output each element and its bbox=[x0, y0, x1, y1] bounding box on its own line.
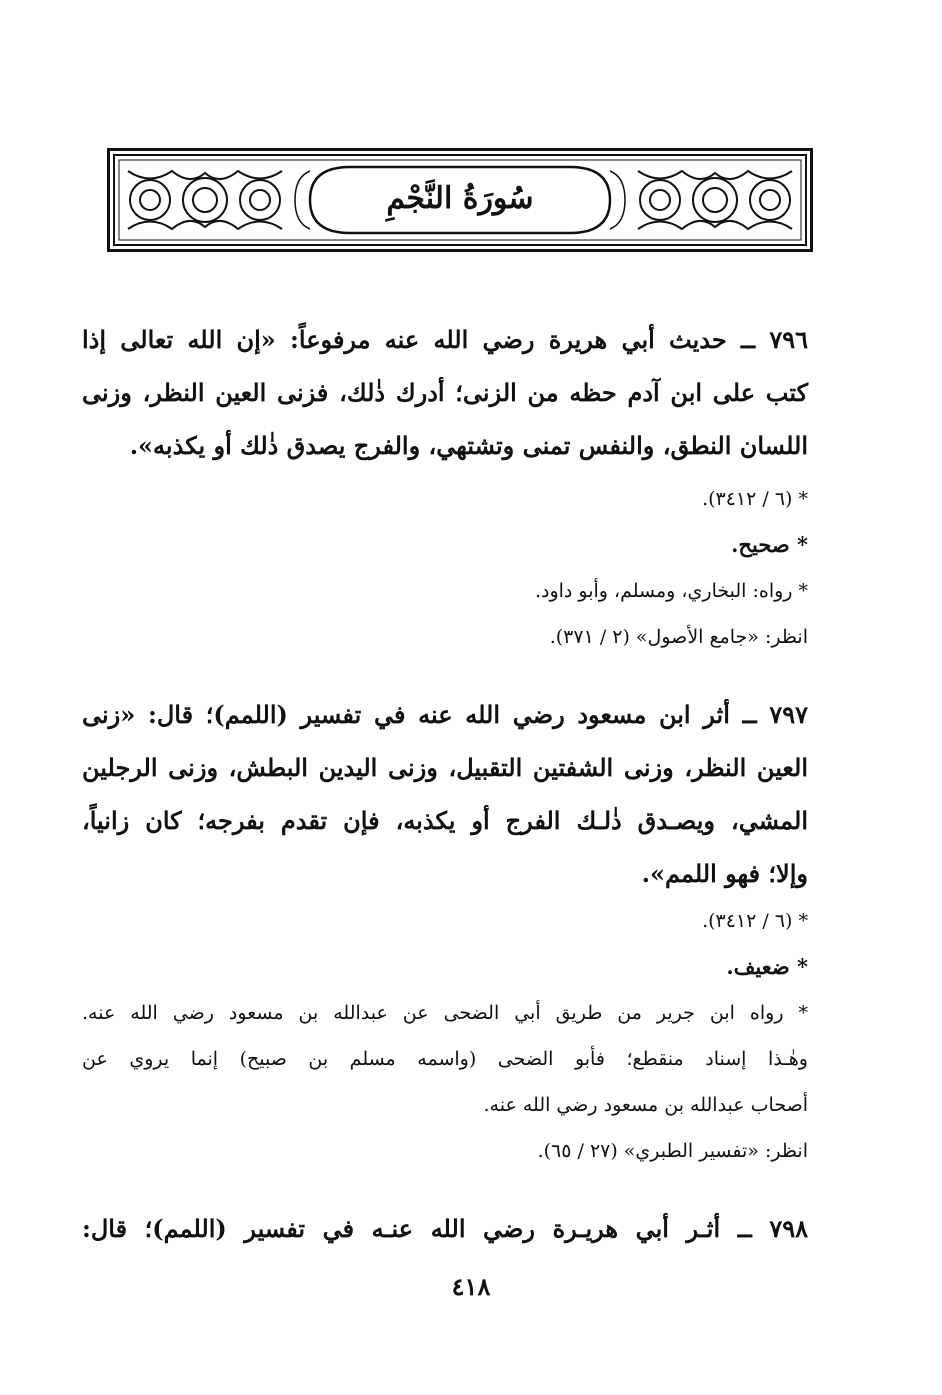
hadith-796-text bbox=[82, 313, 808, 472]
surah-title: سُورَةُ النَّجْمِ bbox=[386, 181, 534, 216]
narration-line: * رواه: البخاري، ومسلم، وأبو داود. bbox=[534, 580, 808, 602]
reference-line: * (٦ / ٣٤١٢). bbox=[702, 488, 808, 510]
grading-line: * ضعيف. bbox=[726, 954, 808, 979]
text-line: المشي، ويصـدق ذٰلـك الفرج أو يكذبه، فإن تقدم بفرجه؛ كان زانياً، bbox=[82, 806, 809, 835]
see-also-line: انظر: «تفسير الطبري» (٢٧ / ٦٥). bbox=[537, 1140, 808, 1162]
text-line: كتب على ابن آدم حظه من الزنى؛ أدرك ذٰلك، فزنى العين النظر، وزنى bbox=[82, 378, 808, 407]
commentary-line: أصحاب عبدالله بن مسعود رضي الله عنه. bbox=[483, 1094, 808, 1116]
surah-header-ornament bbox=[107, 148, 813, 252]
text-line: العين النظر، وزنى الشفتين التقبيل، وزنى اليدين البطش، وزنى الرجلين bbox=[82, 753, 808, 782]
text-line: وإلا؛ فهو اللمم». bbox=[641, 859, 808, 888]
reference-line: * (٦ / ٣٤١٢). bbox=[702, 910, 808, 932]
page-number: ٤١٨ bbox=[451, 1272, 491, 1301]
text-line: ٧٩٨ ــ أثـر أبي هريـرة رضي الله عنـه في تفسير (اللمم)؛ قال: bbox=[82, 1214, 809, 1243]
text-line: اللسان النطق، والنفس تمنى وتشتهي، والفرج يصدق ذٰلك أو يكذبه». bbox=[129, 431, 808, 460]
see-also-line: انظر: «جامع الأصول» (٢ / ٣٧١). bbox=[549, 626, 808, 648]
text-line: ٧٩٦ ــ حديث أبي هريرة رضي الله عنه مرفوعاً: «إن الله تعالى إذا bbox=[82, 325, 808, 354]
narration-line: * رواه ابن جرير من طريق أبي الضحى عن عبدالله بن مسعود رضي الله عنه. bbox=[82, 1002, 808, 1024]
commentary-line: وهٰـذا إسناد منقطع؛ فأبو الضحى (واسمه مسلم بن صبيح) إنما يروي عن bbox=[82, 1048, 808, 1070]
grading-line: * صحيح. bbox=[731, 532, 808, 557]
athar-798-text bbox=[82, 1202, 808, 1255]
hadith-796-notes bbox=[82, 476, 808, 660]
athar-797-text bbox=[82, 688, 808, 900]
athar-797-notes bbox=[82, 898, 808, 1174]
text-line: ٧٩٧ ــ أثر ابن مسعود رضي الله عنه في تفسير (اللمم)؛ قال: «زنى bbox=[82, 700, 808, 729]
